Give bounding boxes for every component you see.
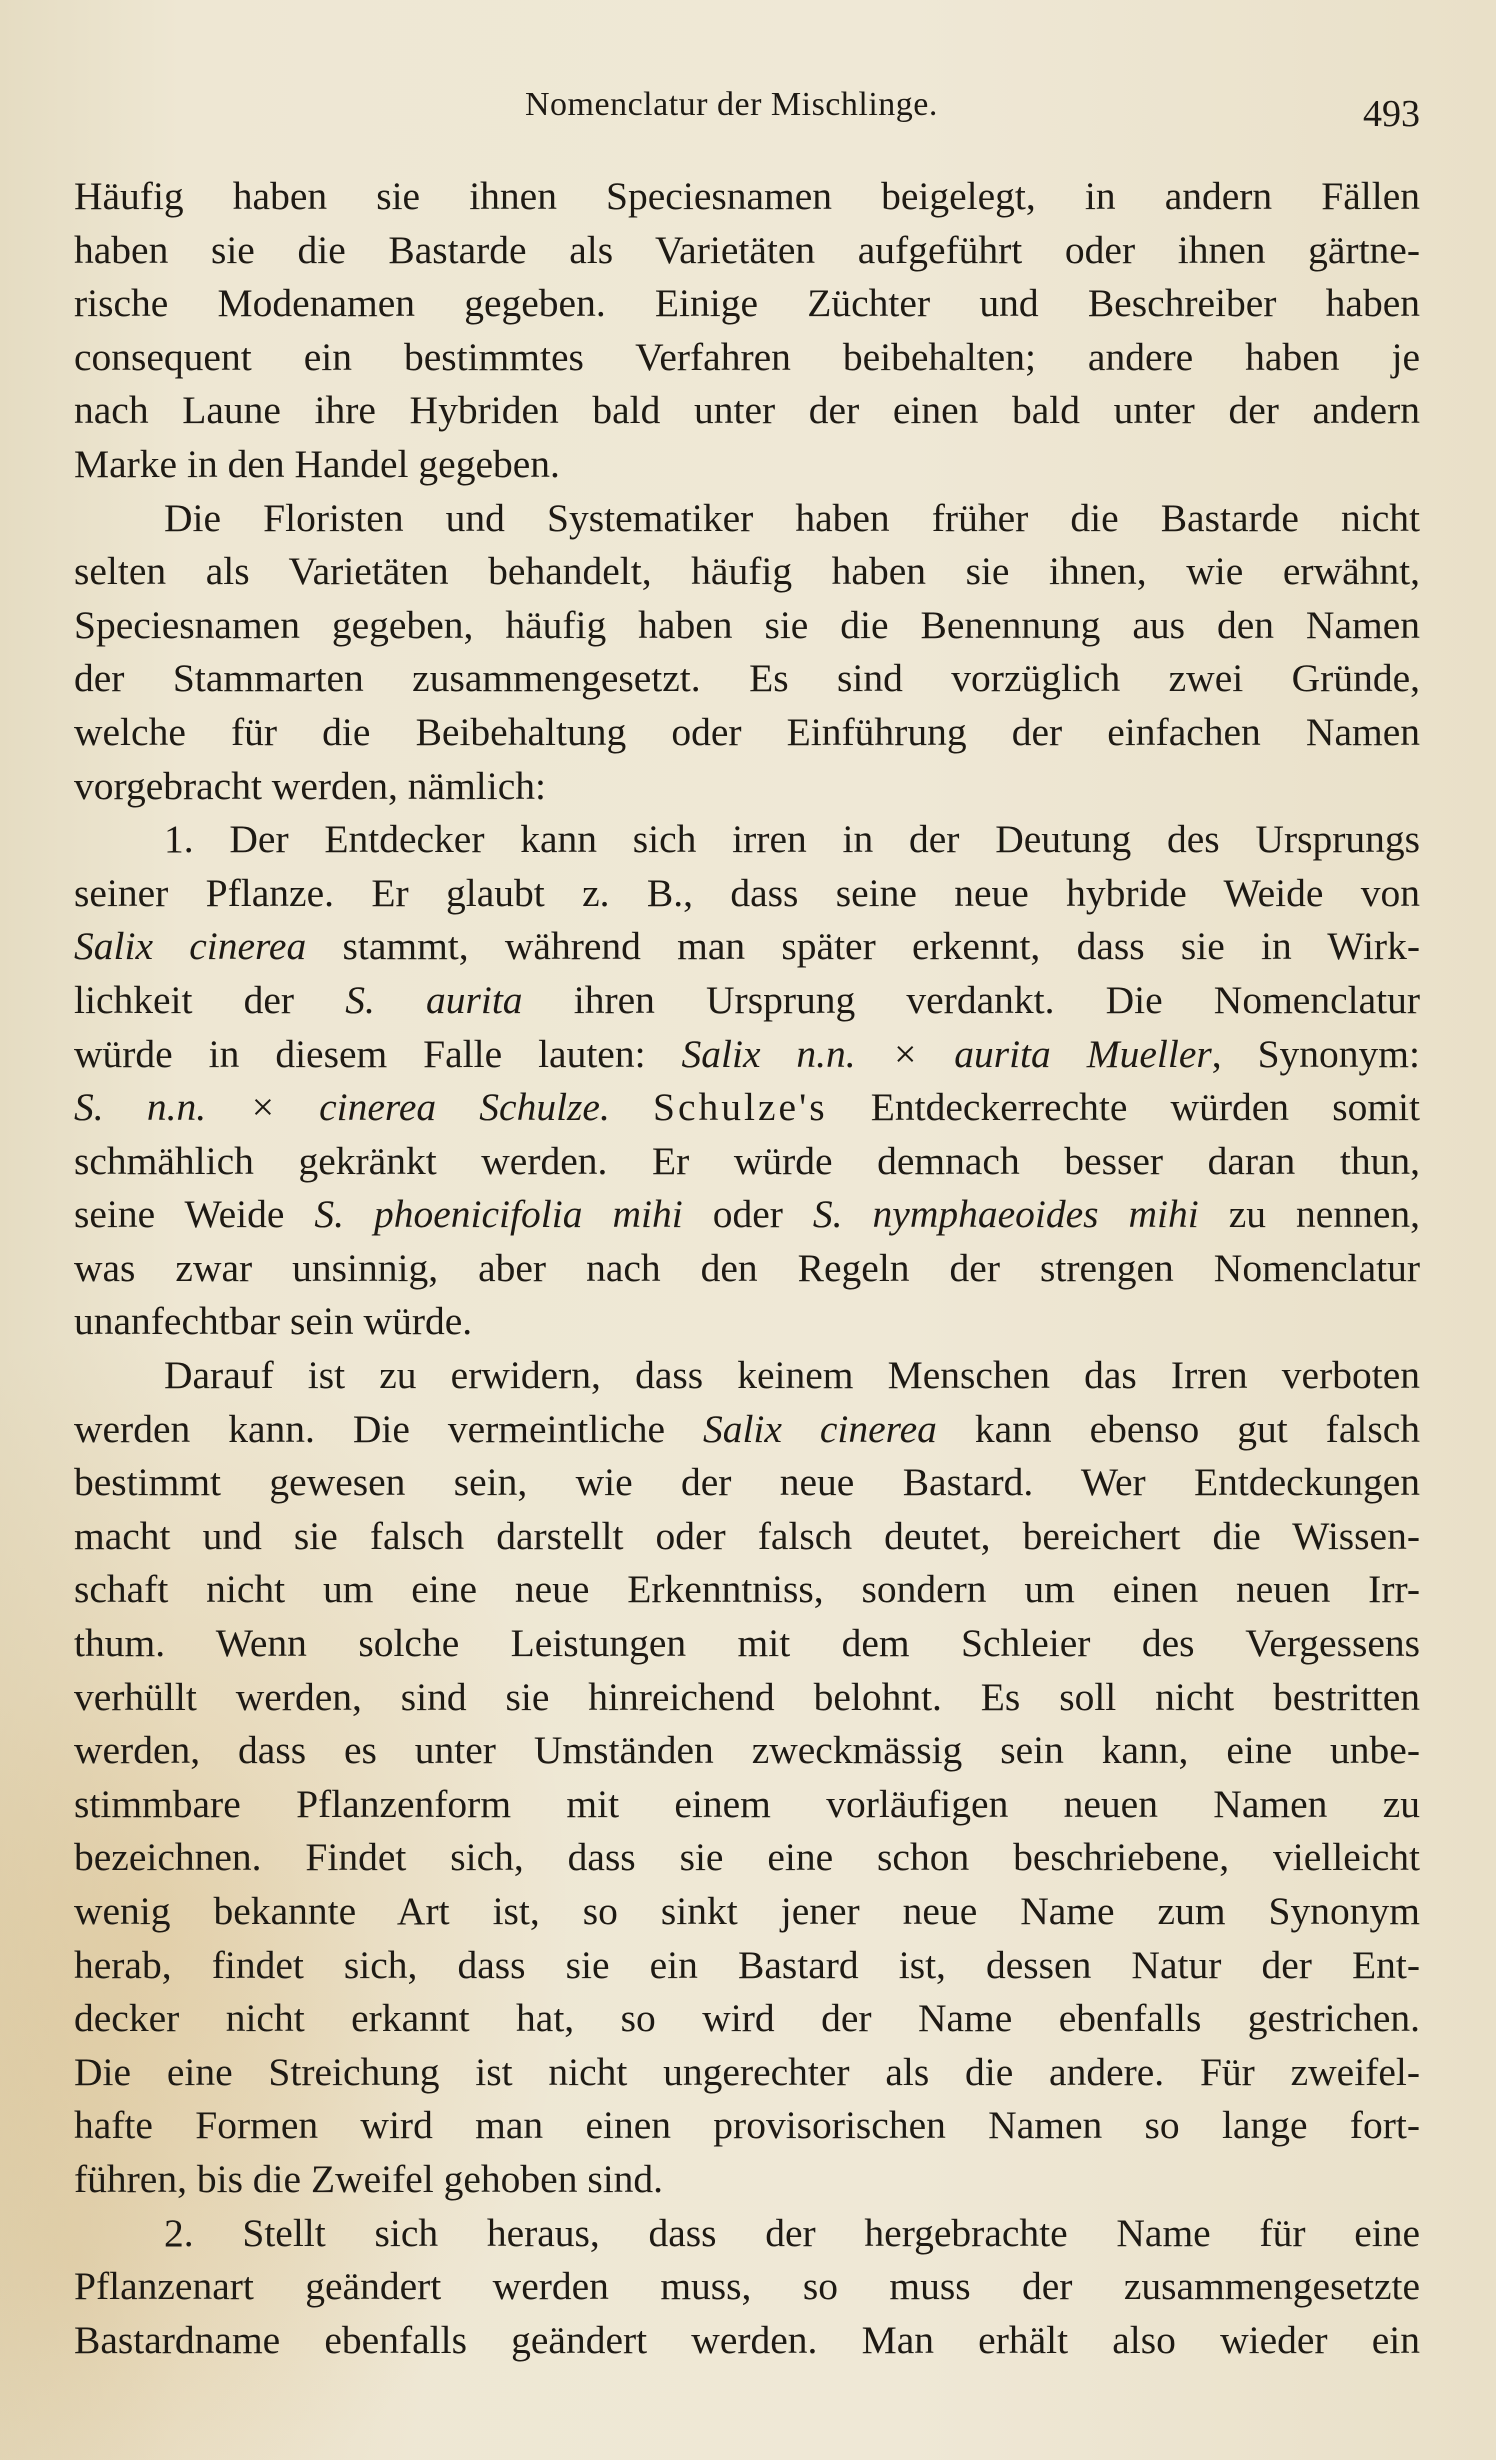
text-line bbox=[74, 1188, 1420, 1242]
text-line bbox=[74, 920, 1420, 974]
text-run: Die Floristen und Systematiker haben früher die Bastarde nicht bbox=[164, 495, 1420, 540]
text-line bbox=[74, 1028, 1420, 1082]
text-run: verhüllt werden, sind sie hinreichend belohnt. Es soll nicht bestritten bbox=[74, 1674, 1420, 1719]
text-line bbox=[74, 1939, 1420, 1993]
text-run: lichkeit der bbox=[74, 977, 346, 1022]
text-line bbox=[74, 2046, 1420, 2100]
text-line bbox=[74, 1671, 1420, 1725]
text-line bbox=[74, 2099, 1420, 2153]
text-line bbox=[74, 706, 1420, 760]
text-line bbox=[74, 384, 1420, 438]
spaced-name: Schulze's bbox=[653, 1085, 828, 1130]
text-line bbox=[74, 1295, 1420, 1349]
text-run: würde in diesem Falle lauten: bbox=[74, 1031, 682, 1076]
text-line bbox=[74, 1081, 1420, 1135]
italic-text: Salix n.n. × aurita Mueller bbox=[681, 1031, 1212, 1076]
text-run: der Stammarten zusammengesetzt. Es sind vorzüglich zwei Gründe, bbox=[74, 656, 1420, 701]
text-run: decker nicht erkannt hat, so wird der Name ebenfalls gestrichen. bbox=[74, 1996, 1420, 2041]
text-run: Häufig haben sie ihnen Speciesnamen beigelegt, in andern Fällen bbox=[74, 174, 1420, 218]
text-run: stammt, während man später erkennt, dass sie in Wirk- bbox=[306, 924, 1420, 969]
page-header bbox=[0, 86, 1496, 135]
text-run: vorgebracht werden, nämlich: bbox=[74, 763, 546, 808]
text-line bbox=[74, 2314, 1420, 2368]
text-run: oder bbox=[682, 1192, 813, 1237]
text-line bbox=[74, 1778, 1420, 1832]
text-run: hafte Formen wird man einen provisorischen Namen so lange fort- bbox=[74, 2103, 1420, 2148]
text-run: consequent ein bestimmtes Verfahren beibehalten; andere haben je bbox=[74, 334, 1420, 379]
italic-text: Salix cinerea bbox=[74, 924, 307, 969]
text-run: zu nennen, bbox=[1198, 1192, 1420, 1237]
page-number: 493 bbox=[1363, 93, 1420, 135]
text-run: Pflanzenart geändert werden muss, so muss der zusammengesetzte bbox=[74, 2264, 1420, 2309]
text-line bbox=[74, 1885, 1420, 1939]
text-line bbox=[74, 331, 1420, 385]
text-run: rische Modenamen gegeben. Einige Züchter und Beschreiber haben bbox=[74, 281, 1420, 326]
text-line bbox=[74, 974, 1420, 1028]
text-run: führen, bis die Zweifel gehoben sind. bbox=[74, 2156, 664, 2201]
text-run: was zwar unsinnig, aber nach den Regeln der strengen Nomenclatur bbox=[74, 1245, 1420, 1290]
text-line bbox=[74, 545, 1420, 599]
text-run: bezeichnen. Findet sich, dass sie eine schon beschriebene, vielleicht bbox=[74, 1835, 1420, 1880]
text-line bbox=[74, 438, 1420, 492]
text-run: unanfechtbar sein würde. bbox=[74, 1299, 473, 1344]
text-run: Speciesnamen gegeben, häufig haben sie die Benennung aus den Namen bbox=[74, 602, 1420, 647]
text-run: macht und sie falsch darstellt oder falsch deutet, bereichert die Wissen- bbox=[74, 1513, 1420, 1558]
text-run: , Synonym: bbox=[1211, 1031, 1420, 1076]
text-line bbox=[74, 1563, 1420, 1617]
text-run: schaft nicht um eine neue Erkenntniss, sondern um einen neuen Irr- bbox=[74, 1567, 1420, 1612]
text-run: wenig bekannte Art ist, so sinkt jener neue Name zum Synonym bbox=[74, 1889, 1420, 1933]
text-line bbox=[74, 1135, 1420, 1189]
text-line bbox=[74, 170, 1420, 224]
body-text bbox=[74, 170, 1420, 2367]
italic-text: S. nymphaeoides mihi bbox=[812, 1192, 1199, 1237]
text-line bbox=[74, 492, 1420, 546]
text-run: Darauf ist zu erwidern, dass keinem Menschen das Irren verboten bbox=[164, 1353, 1420, 1398]
text-run: schmählich gekränkt werden. Er würde demnach besser daran thun, bbox=[74, 1138, 1420, 1183]
text-run: 2. Stellt sich heraus, dass der hergebrachte Name für eine bbox=[164, 2210, 1420, 2255]
text-run: werden kann. Die vermeintliche bbox=[74, 1406, 703, 1451]
text-line bbox=[74, 277, 1420, 331]
running-title: Nomenclatur der Mischlinge. bbox=[525, 86, 938, 123]
text-run: seiner Pflanze. Er glaubt z. B., dass seine neue hybride Weide von bbox=[74, 870, 1420, 915]
italic-text: S. aurita bbox=[345, 977, 523, 1022]
text-run: Marke in den Handel gegeben. bbox=[74, 441, 560, 486]
text-run: kann ebenso gut falsch bbox=[936, 1406, 1420, 1451]
text-run: selten als Varietäten behandelt, häufig haben sie ihnen, wie erwähnt, bbox=[74, 549, 1420, 594]
italic-text: S. phoenicifolia mihi bbox=[314, 1192, 683, 1237]
text-run: herab, findet sich, dass sie ein Bastard ist, dessen Natur der Ent- bbox=[74, 1942, 1420, 1987]
italic-text: Salix cinerea bbox=[702, 1406, 937, 1451]
text-line bbox=[74, 760, 1420, 814]
text-line bbox=[74, 1456, 1420, 1510]
italic-text: S. n.n. × cinerea Schulze. bbox=[74, 1085, 610, 1130]
text-run: welche für die Beibehaltung oder Einführung der einfachen Namen bbox=[74, 709, 1420, 754]
text-line bbox=[74, 1510, 1420, 1564]
text-run: ihren Ursprung verdankt. Die Nomenclatur bbox=[522, 977, 1420, 1022]
text-line bbox=[74, 1403, 1420, 1457]
text-line bbox=[74, 1617, 1420, 1671]
text-line bbox=[74, 2260, 1420, 2314]
text-run: nach Laune ihre Hybriden bald unter der einen bald unter der andern bbox=[74, 388, 1420, 433]
text-run bbox=[610, 1085, 653, 1129]
text-line bbox=[74, 224, 1420, 278]
text-line bbox=[74, 1349, 1420, 1403]
text-line bbox=[74, 1724, 1420, 1778]
text-line bbox=[74, 2207, 1420, 2261]
text-run: bestimmt gewesen sein, wie der neue Bastard. Wer Entdeckungen bbox=[74, 1460, 1420, 1505]
text-line bbox=[74, 867, 1420, 921]
text-line bbox=[74, 599, 1420, 653]
text-run: werden, dass es unter Umständen zweckmässig sein kann, eine unbe- bbox=[74, 1728, 1420, 1773]
text-line bbox=[74, 1992, 1420, 2046]
text-line bbox=[74, 2153, 1420, 2207]
text-run: thum. Wenn solche Leistungen mit dem Schleier des Vergessens bbox=[74, 1621, 1420, 1666]
text-run: seine Weide bbox=[74, 1192, 315, 1237]
text-run: haben sie die Bastarde als Varietäten aufgeführt oder ihnen gärtne- bbox=[74, 227, 1420, 272]
text-run: stimmbare Pflanzenform mit einem vorläufigen neuen Namen zu bbox=[74, 1781, 1420, 1826]
text-line bbox=[74, 813, 1420, 867]
text-line bbox=[74, 1242, 1420, 1296]
text-run: Bastardname ebenfalls geändert werden. Man erhält also wieder ein bbox=[74, 2317, 1420, 2362]
text-line bbox=[74, 1831, 1420, 1885]
text-run: Entdeckerrechte würden somit bbox=[827, 1085, 1420, 1130]
text-line bbox=[74, 652, 1420, 706]
text-run: Die eine Streichung ist nicht ungerechter als die andere. Für zweifel- bbox=[74, 2049, 1420, 2094]
text-run: 1. Der Entdecker kann sich irren in der Deutung des Ursprungs bbox=[164, 817, 1420, 862]
